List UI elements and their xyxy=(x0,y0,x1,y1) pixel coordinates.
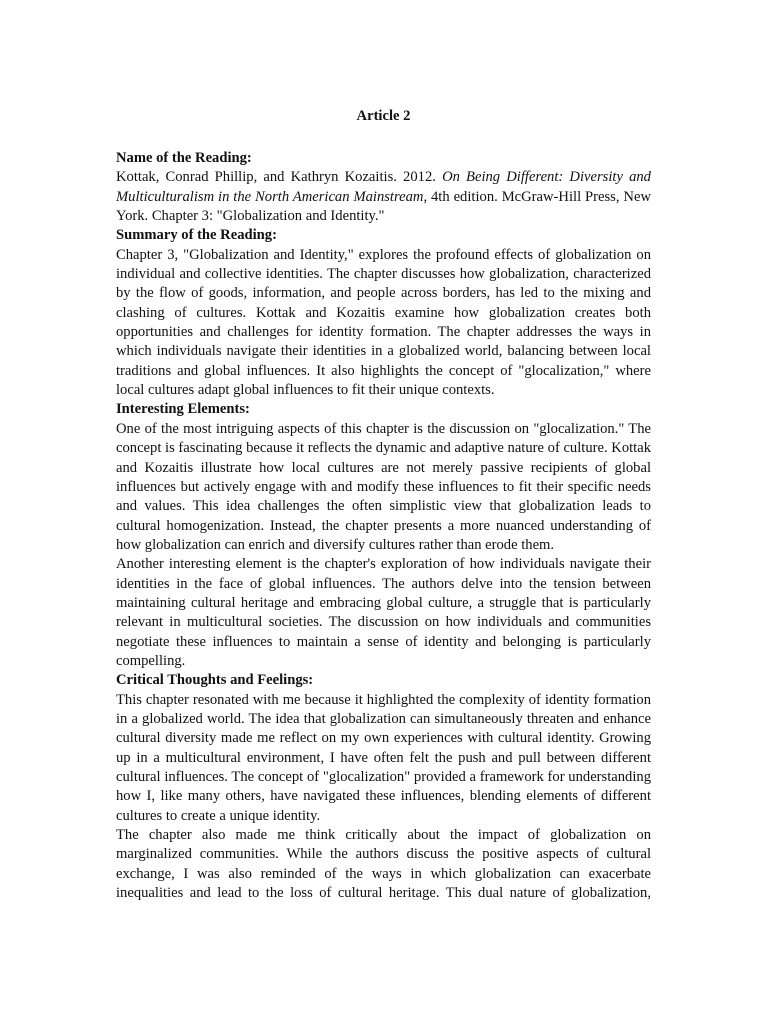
citation-paragraph xyxy=(116,168,651,226)
citation-publisher: , 4th edition. McGraw-Hill Press, New York. Chapter 3: "Globalization and Identity." xyxy=(116,188,651,225)
interesting-paragraph-2: Another interesting element is the chapter's exploration of how individuals navigate their identities in the face of global influences. The authors delve into the tension between maintaining cultural heritage and embracing global culture, a struggle that is particularly relevant in multicultural societies. The discussion on how individuals and communities negotiate these influences to maintain a sense of identity and belonging is particularly compelling. xyxy=(116,556,651,669)
interesting-elements-heading: Interesting Elements: xyxy=(116,401,250,418)
critical-paragraph-2: The chapter also made me think critically about the impact of globalization on marginalized communities. While the authors discuss the positive aspects of cultural exchange, I was also reminded of the ways in which globalization can exacerbate inequalities and lead to the loss of cultural heritage. This dual nature of globalization, xyxy=(116,827,651,902)
critical-paragraph-1: This chapter resonated with me because it highlighted the complexity of identity formation in a globalized world. The idea that globalization can simultaneously threaten and enhance cultural diversity made me reflect on my own experiences with cultural identity. Growing up in a multicultural environment, I have often felt the push and pull between different cultural influences. The concept of "glocalization" provided a framework for understanding how I, like many others, have navigated these influences, blending elements of different cultures to create a unique identity. xyxy=(116,691,651,824)
citation-authors: Kottak, Conrad Phillip, and Kathryn Kozaitis. 2012. xyxy=(116,169,443,186)
name-of-reading-heading: Name of the Reading: xyxy=(116,150,252,166)
document-title: Article 2 xyxy=(356,108,411,124)
citation-book-title: On Being Different: Diversity and Multiculturalism in the North American Mainstream xyxy=(116,169,651,205)
interesting-paragraph-1: One of the most intriguing aspects of this chapter is the discussion on "glocalization." The concept is fascinating because it reflects the dynamic and adaptive nature of culture. Kottak and Kozaitis illustrate how local cultures are not merely passive recipients of global influences but actively engage with and modify these influences to fit their specific needs and values. This idea challenges the often simplistic view that globalization leads to cultural homogenization. Instead, the chapter presents a more nuanced understanding of how globalization can enrich and diversify cultures rather than erode them. xyxy=(116,420,651,553)
document-body xyxy=(116,104,651,903)
summary-heading: Summary of the Reading: xyxy=(116,227,277,244)
summary-paragraph: Chapter 3, "Globalization and Identity," explores the profound effects of globalization on individual and collective identities. The chapter discusses how globalization, characterized by the flow of goods, information, and people across borders, has led to the mixing and clashing of cultures. Kottak and Kozaitis examine how globalization creates both opportunities and challenges for identity formation. The chapter addresses the ways in which individuals navigate their identities in a globalized world, balancing between local traditions and global influences. It also highlights the concept of "glocalization," where local cultures adapt global influences to fit their unique contexts. xyxy=(116,246,651,399)
critical-thoughts-heading: Critical Thoughts and Feelings: xyxy=(116,672,314,689)
